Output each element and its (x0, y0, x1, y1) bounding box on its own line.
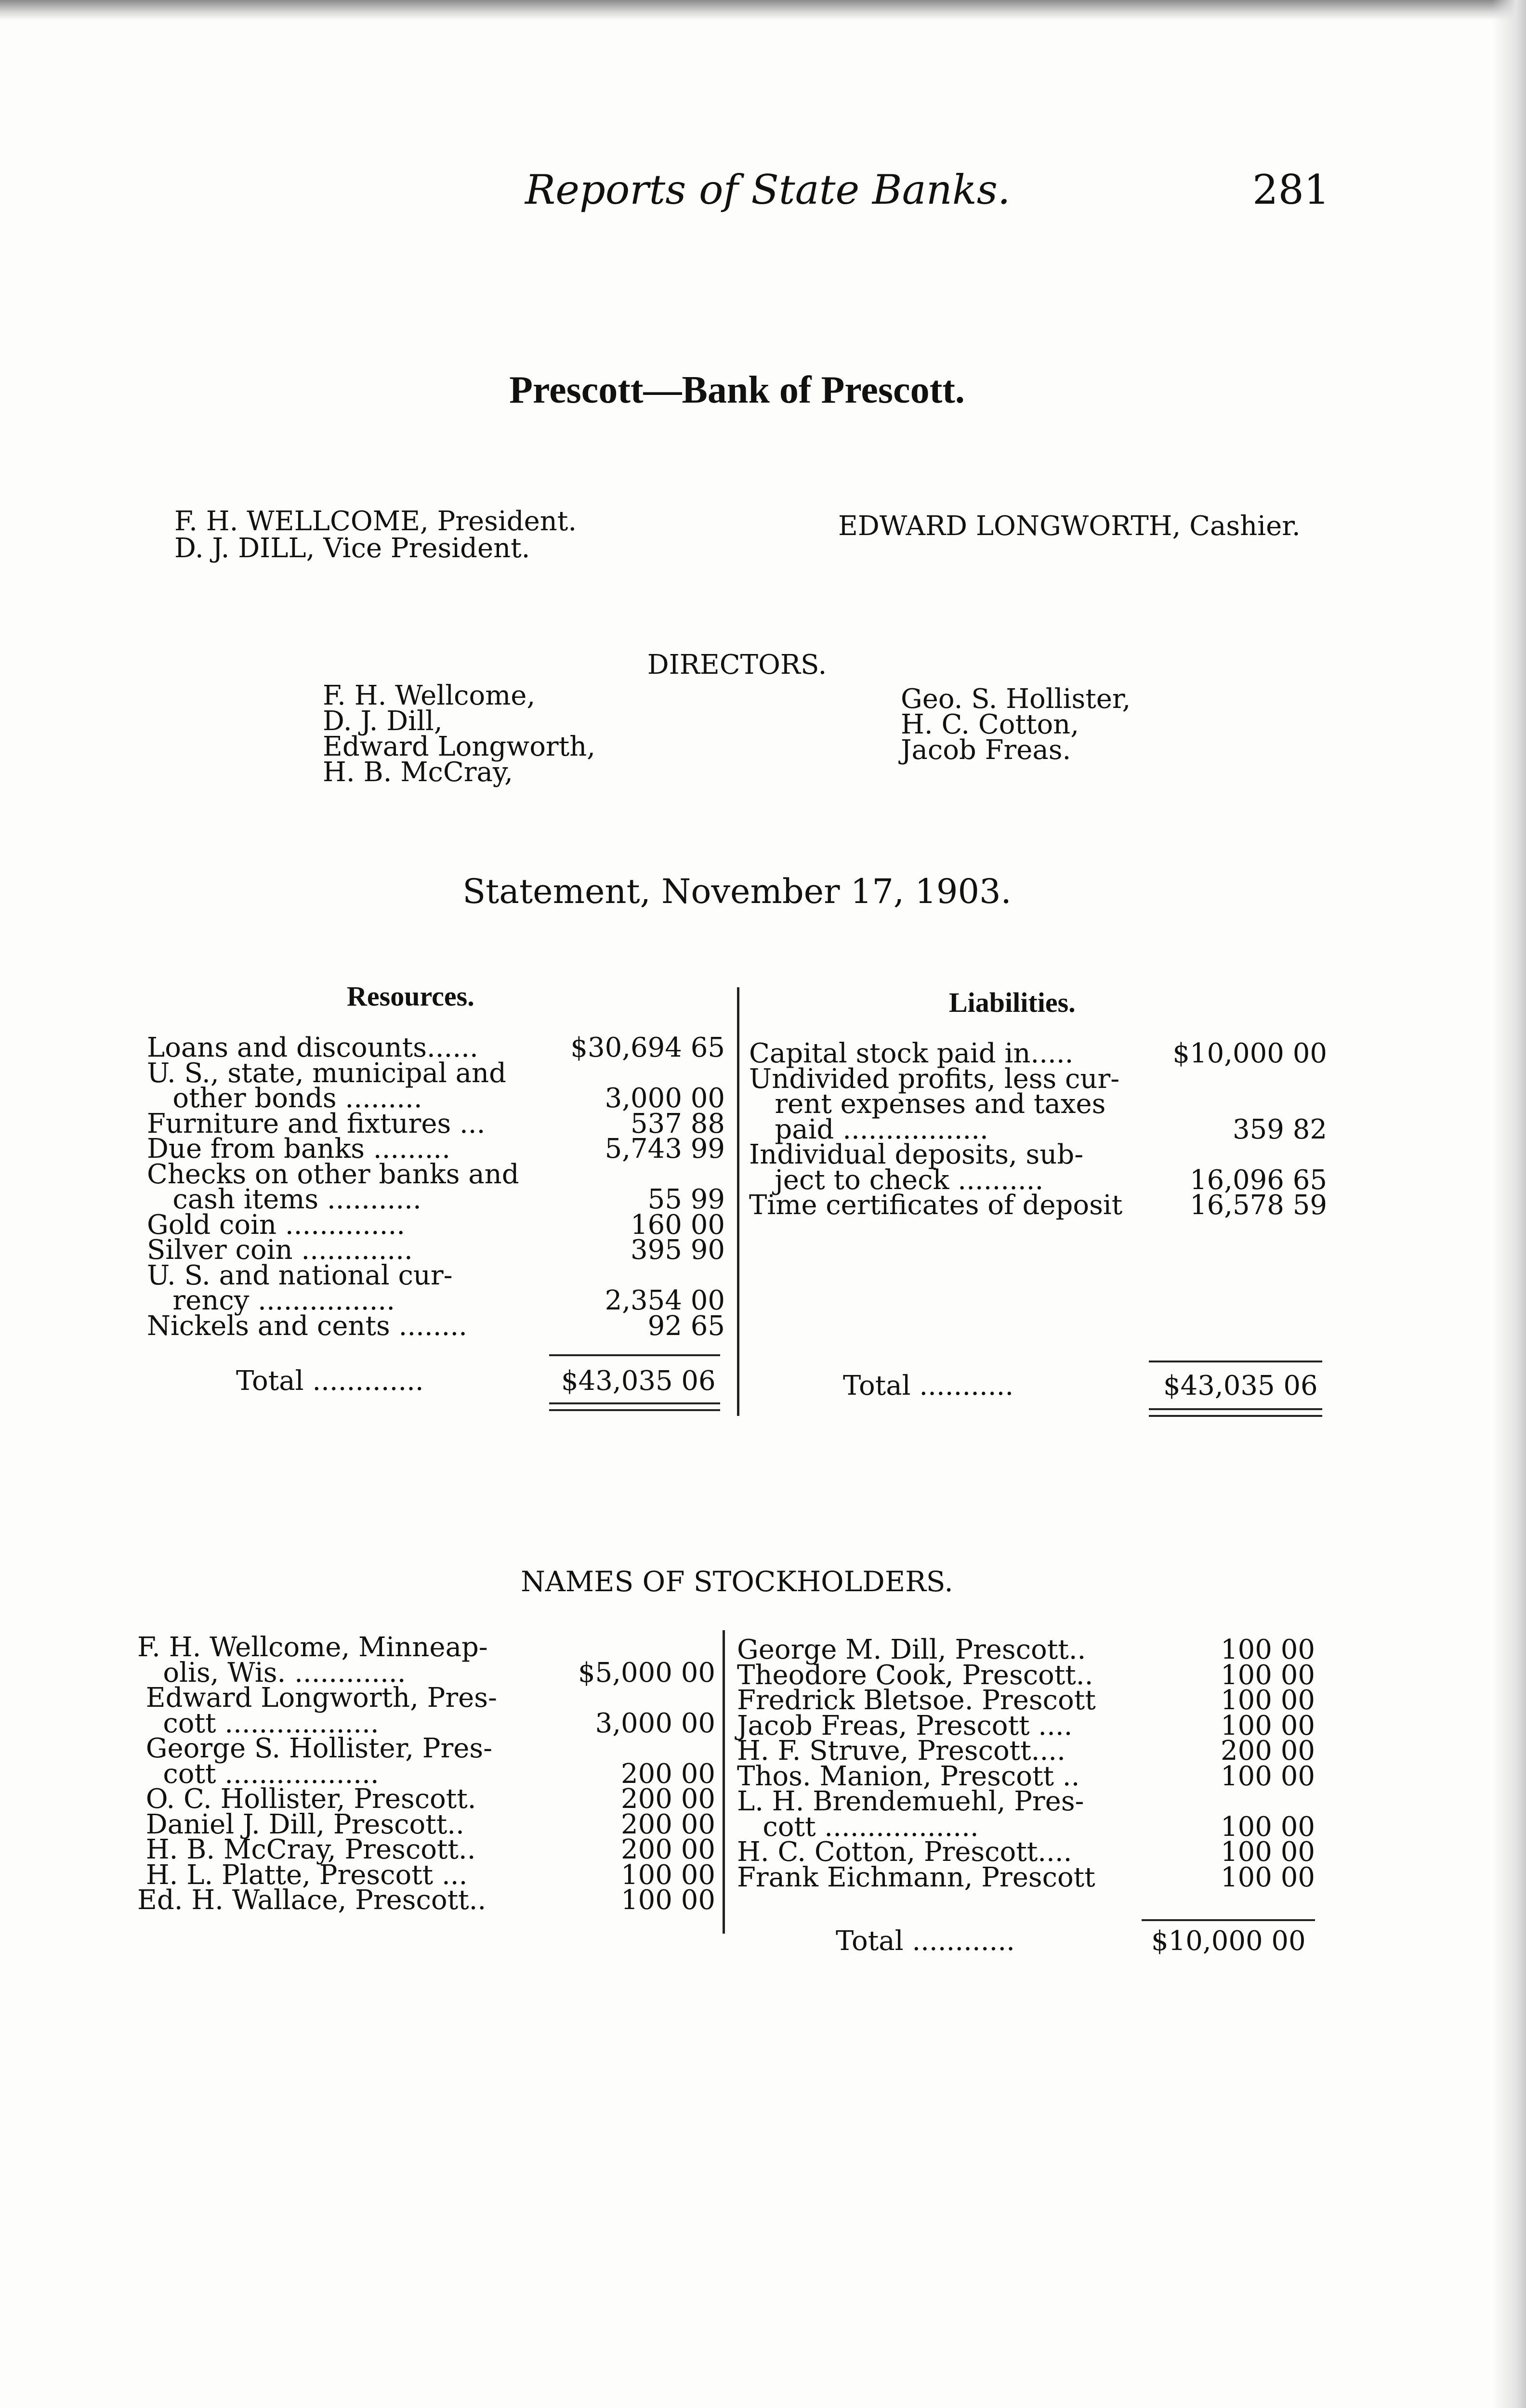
resources-double-rule (549, 1409, 720, 1411)
row-label: cott .................. (737, 1811, 979, 1843)
row-label: U. S. and national cur- (147, 1259, 453, 1291)
row-label: U. S., state, municipal and (147, 1057, 506, 1089)
row-label: Capital stock paid in..... (749, 1038, 1074, 1069)
row-label: paid ................. (749, 1113, 988, 1145)
director-name: Geo. S. Hollister, (901, 683, 1131, 715)
row-label: rency ................ (147, 1285, 395, 1316)
row-label: L. H. Brendemuehl, Pres- (737, 1786, 1084, 1817)
row-label: Frank Eichmann, Prescott (737, 1861, 1095, 1893)
table-row (147, 1133, 725, 1165)
stockholders-heading: NAMES OF STOCKHOLDERS. (521, 1565, 953, 1598)
resources-total-amount: $43,035 06 (561, 1365, 716, 1397)
row-label: Silver coin ............. (147, 1234, 413, 1266)
table-row (147, 1285, 725, 1316)
liabilities-total-amount: $43,035 06 (1163, 1370, 1318, 1401)
running-title: Reports of State Banks. (525, 166, 1011, 213)
row-amount: 3,000 00 (595, 1707, 715, 1739)
directors-right-list (901, 683, 1131, 766)
row-label: Jacob Freas, Prescott .... (737, 1710, 1073, 1741)
scan-edge-top (0, 0, 1526, 20)
row-amount: 359 82 (1233, 1113, 1327, 1145)
president-line: F. H. WELLCOME, President. (174, 506, 577, 537)
row-label: Checks on other banks and (147, 1158, 519, 1190)
row-label: cott .................. (137, 1758, 379, 1790)
row-label: olis, Wis. ............. (137, 1657, 406, 1688)
row-amount: 395 90 (631, 1234, 725, 1266)
stockholders-right-list (737, 1634, 1315, 1893)
table-row (749, 1139, 1327, 1170)
row-label: Time certificates of deposit (749, 1190, 1123, 1221)
row-amount: 100 00 (1221, 1811, 1315, 1843)
vice-president-line: D. J. DILL, Vice President. (174, 533, 530, 564)
row-label: Daniel J. Dill, Prescott.. (137, 1808, 464, 1840)
liabilities-total-rule (1149, 1361, 1322, 1362)
row-label: cott .................. (137, 1707, 379, 1739)
cashier-line: EDWARD LONGWORTH, Cashier. (838, 510, 1301, 542)
row-amount: $30,694 65 (570, 1032, 725, 1063)
row-label: Due from banks ......... (147, 1133, 450, 1165)
row-label: Ed. H. Wallace, Prescott.. (137, 1885, 487, 1916)
row-amount: 100 00 (1221, 1861, 1315, 1893)
director-name: H. C. Cotton, (901, 709, 1079, 740)
director-name: F. H. Wellcome, (323, 680, 536, 711)
row-amount: 200 00 (621, 1834, 715, 1865)
director-name: D. J. Dill, (323, 706, 443, 737)
list-item (137, 1885, 715, 1916)
row-amount: 100 00 (1221, 1836, 1315, 1868)
row-label: Thos. Manion, Prescott .. (737, 1760, 1080, 1792)
table-row (147, 1310, 725, 1342)
column-divider (737, 987, 739, 1416)
stockholders-total-label: Total ............ (836, 1925, 1015, 1957)
liabilities-heading: Liabilities. (949, 987, 1076, 1018)
row-amount: $5,000 00 (578, 1657, 715, 1688)
table-row (147, 1184, 725, 1215)
list-item (737, 1634, 1315, 1665)
directors-heading: DIRECTORS. (647, 649, 827, 681)
row-amount: 2,354 00 (605, 1285, 725, 1316)
row-label: ject to check .......... (749, 1164, 1044, 1196)
list-item (737, 1861, 1315, 1893)
row-label: H. F. Struve, Prescott.... (737, 1735, 1066, 1767)
table-row (749, 1088, 1327, 1120)
row-amount: 100 00 (1221, 1760, 1315, 1792)
row-label: Theodore Cook, Prescott.. (737, 1659, 1093, 1691)
directors-left-list (323, 680, 596, 788)
row-amount: 100 00 (1221, 1634, 1315, 1665)
resources-total-label: Total ............. (236, 1365, 424, 1397)
table-row (147, 1083, 725, 1114)
row-label: H. L. Platte, Prescott ... (137, 1859, 468, 1891)
row-amount: 100 00 (1221, 1659, 1315, 1691)
row-amount: 3,000 00 (605, 1083, 725, 1114)
row-label: H. C. Cotton, Prescott.... (737, 1836, 1072, 1868)
row-amount: 200 00 (621, 1808, 715, 1840)
stockholders-left-list (137, 1632, 715, 1916)
resources-double-rule (549, 1402, 720, 1404)
row-label: Fredrick Bletsoe. Prescott (737, 1685, 1096, 1716)
row-label: Furniture and fixtures ... (147, 1108, 486, 1139)
row-amount: 16,096 65 (1189, 1164, 1327, 1196)
row-label: Undivided profits, less cur- (749, 1063, 1120, 1095)
row-label: Edward Longworth, Pres- (137, 1682, 497, 1714)
list-item (737, 1735, 1315, 1767)
liabilities-double-rule (1149, 1408, 1322, 1410)
list-item (137, 1682, 715, 1714)
row-amount: 100 00 (1221, 1710, 1315, 1741)
list-item (137, 1834, 715, 1865)
row-amount: 200 00 (621, 1783, 715, 1815)
row-label: George M. Dill, Prescott.. (737, 1634, 1086, 1665)
scan-edge-right (1492, 0, 1526, 2408)
row-amount: 16,578 59 (1189, 1190, 1327, 1221)
row-label: other bonds ......... (147, 1083, 422, 1114)
table-row (749, 1190, 1327, 1221)
table-row (749, 1038, 1327, 1069)
row-amount: 200 00 (621, 1758, 715, 1790)
row-label: cash items ........... (147, 1184, 421, 1215)
table-row (147, 1234, 725, 1266)
list-item (737, 1836, 1315, 1868)
stockholders-total-rule (1142, 1919, 1315, 1921)
table-row (147, 1032, 725, 1063)
statement-date: Statement, November 17, 1903. (462, 872, 1012, 911)
row-amount: 5,743 99 (605, 1133, 725, 1165)
liabilities-total-label: Total ........... (843, 1370, 1014, 1401)
row-amount: $10,000 00 (1172, 1038, 1327, 1069)
row-label: Individual deposits, sub- (749, 1139, 1084, 1170)
row-label: H. B. McCray, Prescott.. (137, 1834, 476, 1865)
row-amount: 200 00 (1221, 1735, 1315, 1767)
row-amount: 92 65 (647, 1310, 725, 1342)
officers-left (174, 508, 577, 562)
row-label: George S. Hollister, Pres- (137, 1733, 493, 1764)
resources-table (147, 1032, 725, 1342)
resources-heading: Resources. (347, 981, 474, 1012)
column-divider (723, 1630, 725, 1934)
row-label: Loans and discounts...... (147, 1032, 478, 1063)
resources-total-rule (549, 1354, 720, 1356)
list-item (737, 1685, 1315, 1716)
bank-title: Prescott—Bank of Prescott. (509, 369, 965, 411)
stockholders-total-amount: $10,000 00 (1151, 1925, 1306, 1957)
list-item (137, 1632, 715, 1663)
row-label: F. H. Wellcome, Minneap- (137, 1632, 488, 1663)
page-number: 281 (1252, 166, 1330, 213)
liabilities-table (749, 1038, 1327, 1221)
row-label: Gold coin .............. (147, 1209, 406, 1241)
row-label: O. C. Hollister, Prescott. (137, 1783, 476, 1815)
director-name: Jacob Freas. (901, 734, 1071, 766)
director-name: H. B. McCray, (323, 757, 513, 788)
row-amount: 160 00 (631, 1209, 725, 1241)
row-label: rent expenses and taxes (749, 1088, 1106, 1120)
director-name: Edward Longworth, (323, 731, 596, 762)
list-item (737, 1786, 1315, 1817)
liabilities-double-rule (1149, 1415, 1322, 1417)
list-item (137, 1733, 715, 1764)
row-label: Nickels and cents ........ (147, 1310, 467, 1342)
row-amount: 55 99 (647, 1184, 725, 1215)
list-item (137, 1783, 715, 1815)
row-amount: 100 00 (1221, 1685, 1315, 1716)
row-amount: 100 00 (621, 1885, 715, 1916)
row-amount: 537 88 (631, 1108, 725, 1139)
row-amount: 100 00 (621, 1859, 715, 1891)
